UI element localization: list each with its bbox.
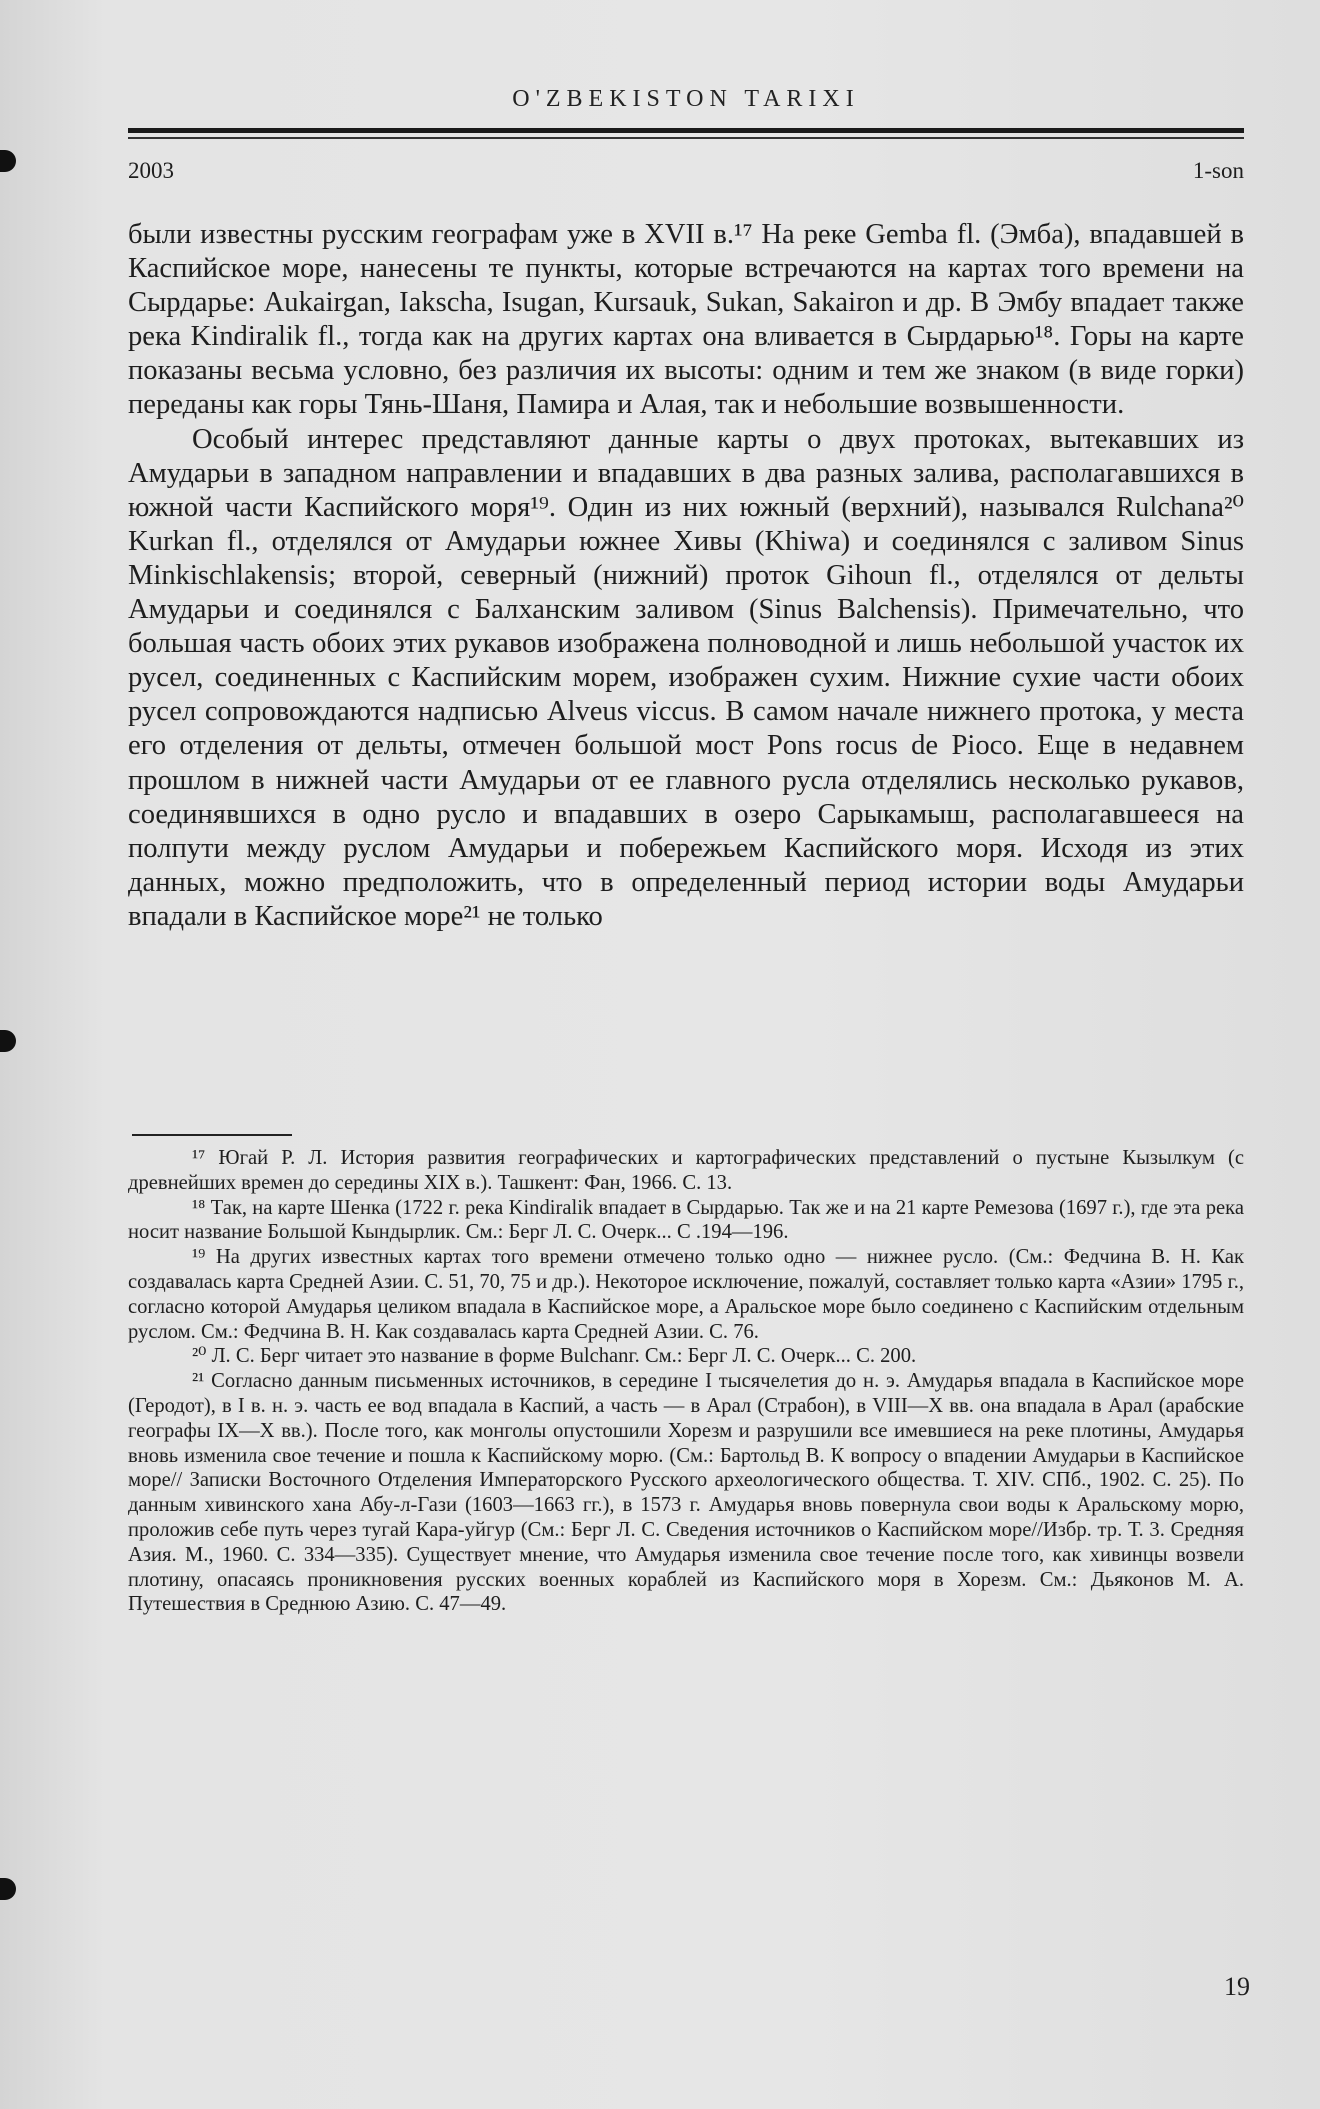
footnote: ²⁰ Л. С. Берг читает это название в форме Bulchanг. См.: Берг Л. С. Очерк... С. 200. xyxy=(192,1345,917,1368)
binder-hole xyxy=(0,1878,16,1900)
footnote: ¹⁹ На других известных картах того времени отмечено только одно — нижнее русло. (См.: Федчина В. Н. Как создавалась карта Средней Азии. С. 51, 70, 75 и др.). Некоторое исключение, пожалуй, составляет только карта «Азии» 1795 г., согласно которой Амударья целиком впадала в Каспийское море, а Аральское море было соединено с Каспийским отдельным руслом. См.: Федчина В. Н. Как создавалась карта Средней Азии. С. 76. xyxy=(128,1246,1244,1343)
footnote-separator xyxy=(132,1134,292,1136)
footnote: ¹⁸ Так, на карте Шенка (1722 г. река Kindiralik впадает в Сырдарью. Так же и на 21 карте Ремезова (1697 г.), где эта река носит название Большой Кындырлик. См.: Берг Л. С. Очерк... С .194—196. xyxy=(128,1196,1244,1244)
footnotes xyxy=(128,1146,1244,1617)
footnote: ²¹ Согласно данным письменных источников, в середине I тысячелетия до н. э. Амударья впадала в Каспийское море (Геродот), в I в. н. э. часть ее вод впадала в Каспий, а часть — в Арал (Страбон), в VIII—X вв. она впадала в Арал (арабские географы IX—X вв.). После того, как монголы опустошили Хорезм и разрушили все имевшиеся на реке плотины, Амударья вновь изменила свое течение и пошла к Каспийскому морю. (См.: Бартольд В. К вопросу о впадении Амударьи в Каспийское море// Записки Восточного Отделения Императорского Русского археологического общества. Т. XIV. СПб., 1902. С. 25). По данным хивинского хана Абу-л-Гази (1603—1663 гг.), в 1573 г. Амударья вновь повернула свои воды к Аральскому морю, проложив себе путь через тугай Кара-уйгур (См.: Берг Л. С. Сведения источников о Каспийском море//Избр. тр. Т. 3. Средняя Азия. М., 1960. С. 334—335). Существует мнение, что Амударья изменила свое течение после того, как хивинцы возвели плотину, опасаясь проникновения русских военных кораблей из Каспийского моря в Хорезм. См.: Дьяконов М. А. Путешествия в Среднюю Азию. С. 47—49. xyxy=(128,1370,1244,1616)
body-text xyxy=(128,218,1244,934)
binder-hole xyxy=(0,1030,16,1052)
footnote: ¹⁷ Югай Р. Л. История развития географических и картографических представлений о пустыне Кызылкум (с древнейших времен до середины XIX в.). Ташкент: Фан, 1966. С. 13. xyxy=(128,1147,1244,1194)
body-paragraph: были известны русским географам уже в XVII в.¹⁷ На реке Gemba fl. (Эмба), впадавшей в Каспийское море, нанесены те пункты, которые встречаются на картах того времени на Сырдарье: Aukairgan, Iakscha, Isugan, Kursauk, Sukan, Sakairon и др. В Эмбу впадает также река Kindiralik fl., тогда как на других картах она вливается в Сырдарью¹⁸. Горы на карте показаны весьма условно, без различия их высоты: одним и тем же знаком (в виде горки) переданы как горы Тянь-Шаня, Памира и Алая, так и небольшие возвышенности. xyxy=(128,219,1244,421)
journal-title: O'ZBEKISTON TARIXI xyxy=(512,86,860,112)
page-number: 19 xyxy=(1224,1972,1250,2001)
header-rule xyxy=(128,128,1244,133)
issue-year: 2003 xyxy=(128,158,174,183)
binder-hole xyxy=(0,150,16,172)
header-rule-thin xyxy=(128,137,1244,139)
issue-number: 1-son xyxy=(1192,158,1244,183)
body-paragraph: Особый интерес представляют данные карты о двух протоках, вытекавших из Амударьи в западном направлении и впадавших в два разных залива, располагавшихся в южной части Каспийского моря¹⁹. Один из них южный (верхний), назывался Rulchana²⁰ Kurkan fl., отделялся от Амударьи южнее Хивы (Khiwa) и соединялся с заливом Sinus Minkischlakensis; второй, северный (нижний) проток Gihoun fl., отделялся от дельты Амударьи и соединялся с Балханским заливом (Sinus Balchensis). Примечательно, что большая часть обоих этих рукавов изображена полноводной и лишь небольшой участок их русел, соединенных с Каспийским морем, изображен сухим. Нижние сухие части обоих русел сопровождаются надписью Alveus viccus. В самом начале нижнего протока, у места его отделения от дельты, отмечен большой мост Pons rocus de Pioco. Еще в недавнем прошлом в нижней части Амударьи от ее главного русла отделялись несколько рукавов, соединявшихся в одно русло и впадавших в озеро Сарыкамыш, располагавшееся на полпути между руслом Амударьи и побережьем Каспийского моря. Исходя из этих данных, можно предположить, что в определенный период истории воды Амударьи впадали в Каспийское море²¹ не только xyxy=(128,423,1244,932)
